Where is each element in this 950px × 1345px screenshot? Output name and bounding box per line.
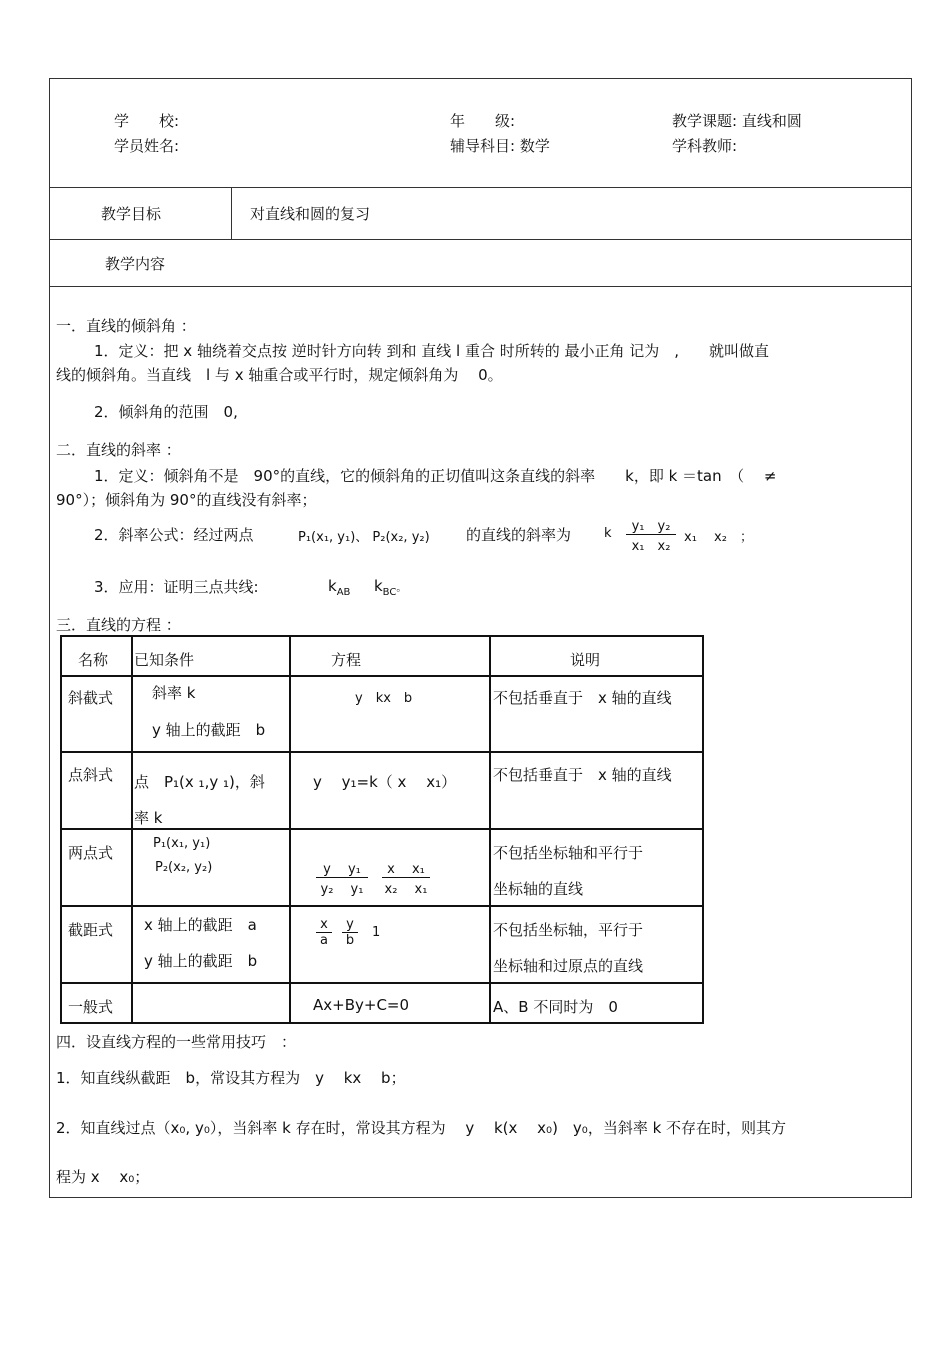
- grade-label: 年 级:: [450, 112, 516, 130]
- table-row-cond1: 斜率 k: [152, 684, 196, 702]
- two-point-fraction-x: [382, 858, 430, 897]
- table-header-condition: 已知条件: [134, 651, 195, 669]
- table-row-name: 斜截式: [68, 689, 114, 707]
- section2-def-line1: 1．定义：倾斜角不是 90°的直线，它的倾斜角的正切值叫这条直线的斜率 k，即 k ＝tan （ ≠: [94, 467, 777, 485]
- table-row-cond1: x 轴上的截距 a: [144, 916, 257, 934]
- topic-label: 教学课题: 直线和圆: [672, 112, 802, 130]
- slope-fraction-den: x₁ x₂: [631, 539, 671, 554]
- table-header-note: 说明: [570, 651, 601, 669]
- table-row-note: 不包括坐标轴，平行于: [493, 921, 644, 939]
- application-end: 。: [396, 583, 407, 594]
- table-header-name: 名称: [78, 651, 109, 669]
- table-row-cond1: P₁(x₁, y₁): [153, 836, 211, 851]
- slope-fraction-num: y₁ y₂: [626, 515, 676, 535]
- section3-title: 三．直线的方程 ：: [56, 616, 181, 634]
- table-row-name: 截距式: [68, 921, 114, 939]
- school-label: 学 校:: [114, 112, 180, 130]
- table-line-h3: [60, 828, 704, 830]
- two-point-num-y: y y₁: [316, 858, 368, 878]
- divider-goal: [49, 239, 912, 240]
- section1-title: 一．直线的倾斜角 ：: [56, 317, 196, 335]
- intercept-num-x: x: [316, 917, 332, 933]
- table-row-note: A、B 不同时为 0: [493, 998, 618, 1016]
- application-k2: k: [373, 577, 383, 595]
- application-ab: AB: [336, 587, 351, 598]
- slope-formula-k: k: [604, 526, 612, 541]
- table-row-name: 点斜式: [68, 766, 114, 784]
- table-row-name: 两点式: [68, 844, 114, 862]
- section2-title: 二．直线的斜率 ：: [56, 441, 181, 459]
- section1-range: 2．倾斜角的范围 0,: [94, 403, 238, 421]
- application-k1: k: [328, 577, 337, 595]
- table-row-cond2: y 轴上的截距 b: [144, 952, 258, 970]
- application-prefix: 3．应用：证明三点共线:: [94, 578, 259, 596]
- divider-header: [49, 187, 912, 188]
- student-name-label: 学员姓名:: [114, 137, 180, 155]
- table-row-equation: Ax+By+C=0: [313, 996, 410, 1014]
- intercept-den-a: a: [320, 933, 328, 948]
- table-row-note: 不包括垂直于 x 轴的直线: [493, 689, 672, 707]
- subject-label: 辅导科目: 数学: [450, 137, 550, 155]
- section1-def-line1: 1．定义：把 x 轴绕着交点按 逆时针方向转 到和 直线 l 重合 时所转的 最小正角 记为 , 就叫做直: [94, 342, 770, 360]
- section4-tip2-line1: 2．知直线过点（x₀, y₀），当斜率 k 存在时，常设其方程为 y k(x x₀) y₀，当斜率 k 不存在时，则其方: [56, 1119, 787, 1137]
- goal-label: 教学目标: [101, 205, 162, 223]
- table-line-v1: [131, 635, 133, 1024]
- two-point-fraction-y: [316, 858, 368, 897]
- two-point-den-x: x₂ x₁: [384, 882, 428, 897]
- table-line-v2: [289, 635, 291, 1024]
- table-row-cond2: P₂(x₂, y₂): [155, 860, 213, 875]
- table-line-h1: [60, 675, 704, 677]
- intercept-num-y: y: [342, 917, 358, 933]
- section4-tip2-line2: 程为 x x₀；: [56, 1168, 150, 1186]
- slope-fraction: [626, 515, 676, 554]
- section4-tip1: 1．知直线纵截距 b，常设其方程为 y kx b；: [56, 1069, 406, 1087]
- intercept-den-b: b: [345, 933, 355, 948]
- slope-formula-mid: 的直线的斜率为: [466, 526, 572, 544]
- table-row-equation: y kx b: [355, 691, 413, 706]
- section1-def-line2: 线的倾斜角。当直线 l 与 x 轴重合或平行时，规定倾斜角为 0。: [56, 366, 503, 384]
- table-row-equation: y y₁=k（ x x₁）: [313, 773, 457, 791]
- slope-formula-cond: x₁ x₂ ；: [684, 530, 753, 545]
- teacher-label: 学科教师:: [672, 137, 738, 155]
- goal-text: 对直线和圆的复习: [250, 205, 371, 223]
- two-point-num-x: x x₁: [382, 858, 430, 878]
- table-row-note-line2: 坐标轴的直线: [493, 880, 584, 898]
- table-row-note: 不包括垂直于 x 轴的直线: [493, 766, 672, 784]
- table-row-cond2: 率 k: [134, 809, 163, 827]
- section2-def-line2: 90°）；倾斜角为 90°的直线没有斜率；: [56, 491, 317, 509]
- application-k-ab: [328, 577, 406, 598]
- divider-goal-col: [231, 187, 232, 240]
- table-line-h5: [60, 982, 704, 984]
- table-row-note-line2: 坐标轴和过原点的直线: [493, 957, 644, 975]
- application-bc: BC: [382, 587, 397, 598]
- table-line-h2: [60, 751, 704, 753]
- intercept-fraction-y: [342, 917, 358, 948]
- table-row-cond1: 点 P₁(x ₁,y ₁)，斜: [134, 773, 265, 791]
- two-point-den-y: y₂ y₁: [320, 882, 364, 897]
- table-line-v3: [489, 635, 491, 1024]
- table-row-cond2: y 轴上的截距 b: [152, 721, 266, 739]
- table-row-note: 不包括坐标轴和平行于: [493, 844, 644, 862]
- slope-formula-prefix: 2．斜率公式：经过两点: [94, 526, 254, 544]
- section4-title: 四．设直线方程的一些常用技巧 ：: [56, 1033, 297, 1051]
- table-line-h4: [60, 905, 704, 907]
- divider-content: [49, 286, 912, 287]
- intercept-rhs: 1: [372, 925, 381, 940]
- table-row-name: 一般式: [68, 998, 114, 1016]
- slope-formula-points: P₁(x₁, y₁)、 P₂(x₂, y₂): [298, 530, 430, 545]
- intercept-fraction-x: [316, 917, 332, 948]
- table-header-equation: 方程: [331, 651, 362, 669]
- content-label: 教学内容: [105, 255, 166, 273]
